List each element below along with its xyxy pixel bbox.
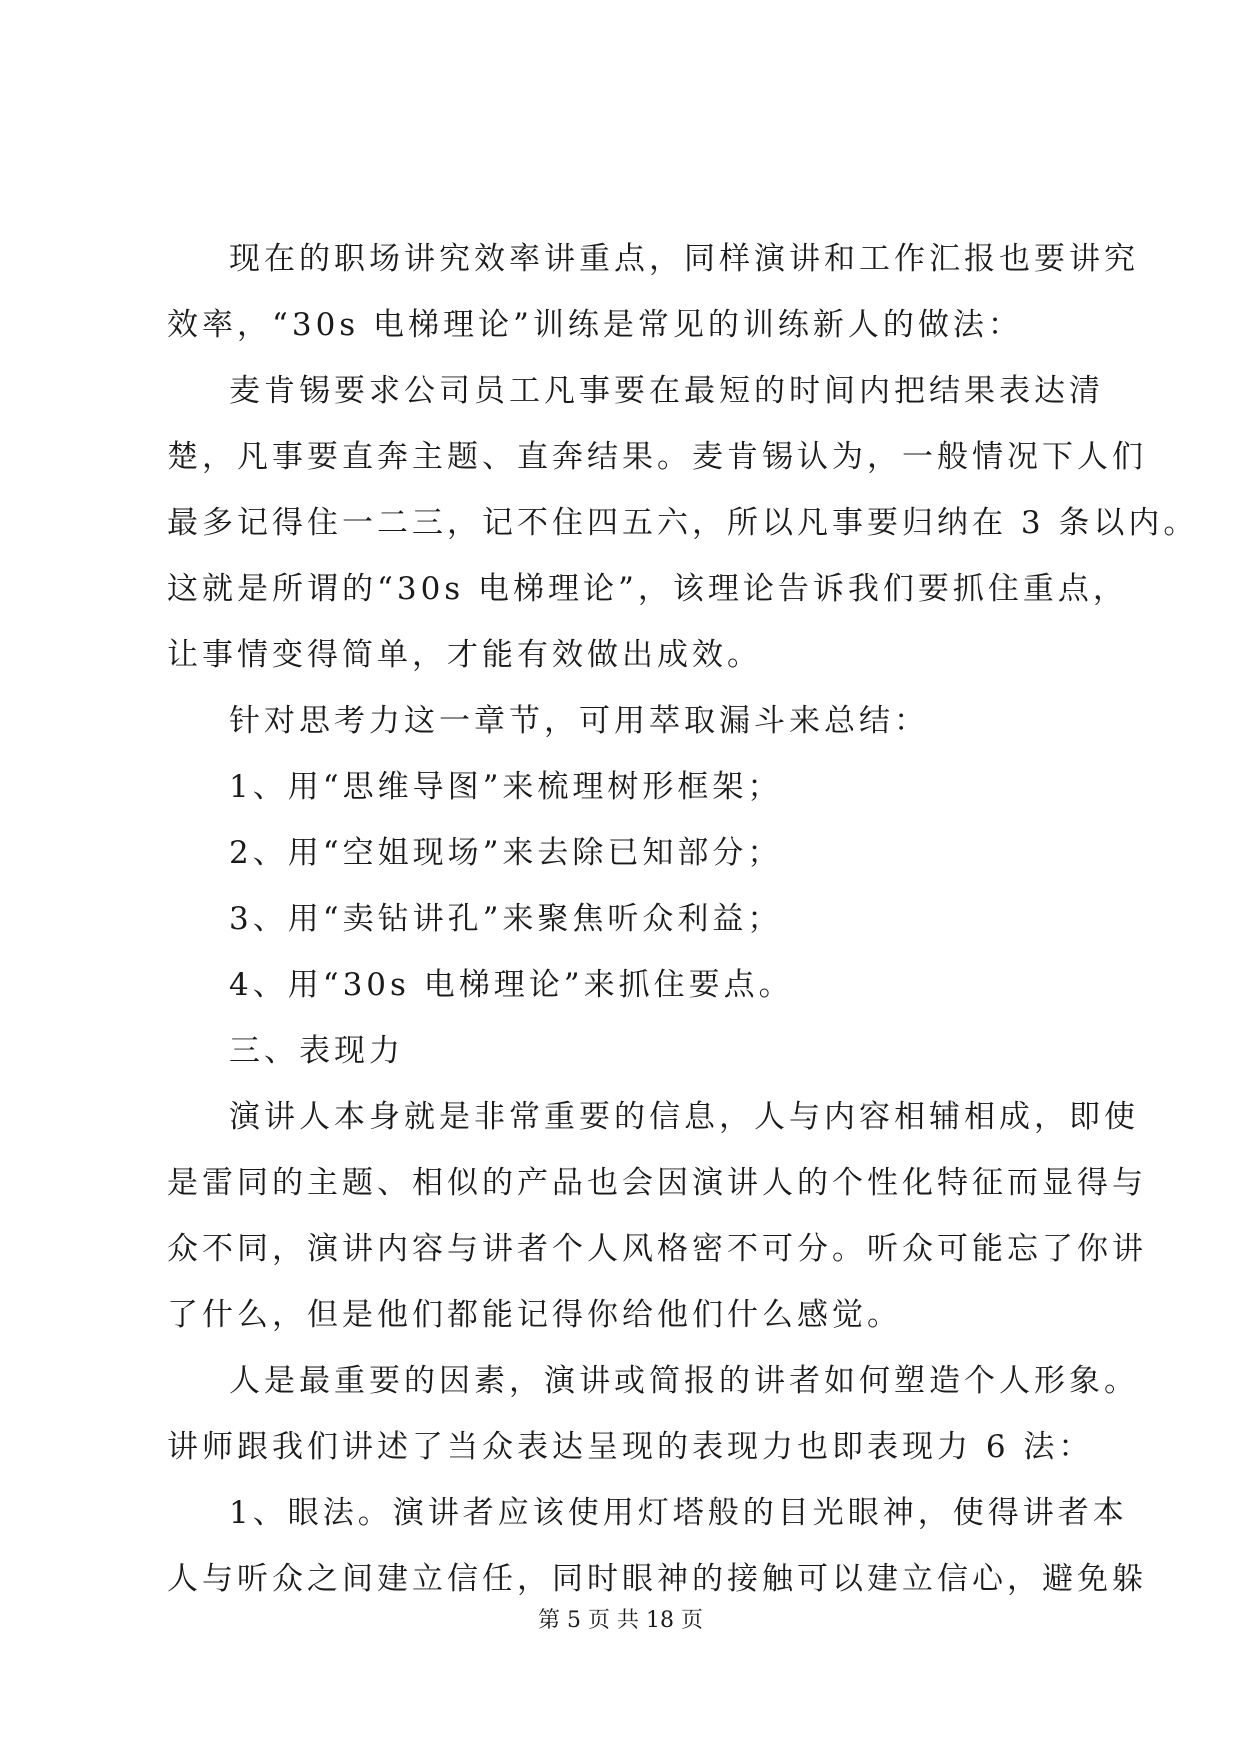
text-line: 让事情变得简单，才能有效做出成效。: [167, 637, 762, 673]
section-heading: 三、表现力: [229, 1033, 404, 1069]
text-line: 是雷同的主题、相似的产品也会因演讲人的个性化特征而显得与: [167, 1165, 1147, 1201]
page-footer: 第 5 页 共 18 页: [538, 1608, 703, 1633]
text-line: 1、眼法。演讲者应该使用灯塔般的目光眼神，使得讲者本: [229, 1495, 1128, 1531]
text-line: 现在的职场讲究效率讲重点，同样演讲和工作汇报也要讲究: [229, 241, 1139, 277]
text-line: 针对思考力这一章节，可用萃取漏斗来总结：: [229, 703, 929, 739]
text-line: 众不同，演讲内容与讲者个人风格密不可分。听众可能忘了你讲: [167, 1231, 1147, 1267]
list-item: 4、用“30s 电梯理论”来抓住要点。: [229, 967, 794, 1003]
list-item: 3、用“卖钻讲孔”来聚焦听众利益；: [229, 901, 783, 937]
text-line: 人是最重要的因素，演讲或简报的讲者如何塑造个人形象。: [229, 1363, 1139, 1399]
text-line: 演讲人本身就是非常重要的信息，人与内容相辅相成，即使: [229, 1099, 1139, 1135]
list-item: 2、用“空姐现场”来去除已知部分；: [229, 835, 783, 871]
text-line: 了什么，但是他们都能记得你给他们什么感觉。: [167, 1297, 902, 1333]
text-line: 麦肯锡要求公司员工凡事要在最短的时间内把结果表达清: [229, 373, 1104, 409]
text-line: 讲师跟我们讲述了当众表达呈现的表现力也即表现力 6 法：: [167, 1429, 1094, 1465]
text-line: 效率，“30s 电梯理论”训练是常见的训练新人的做法：: [167, 307, 1023, 343]
text-line: 这就是所谓的“30s 电梯理论”，该理论告诉我们要抓住重点，: [167, 571, 1128, 607]
list-item: 1、用“思维导图”来梳理树形框架；: [229, 769, 783, 805]
text-line: 人与听众之间建立信任，同时眼神的接触可以建立信心，避免躲: [167, 1561, 1147, 1597]
text-line: 楚，凡事要直奔主题、直奔结果。麦肯锡认为，一般情况下人们: [167, 439, 1147, 475]
document-body: [167, 226, 1199, 1612]
text-line: 最多记得住一二三，记不住四五六，所以凡事要归纳在 3 条以内。: [167, 505, 1199, 541]
